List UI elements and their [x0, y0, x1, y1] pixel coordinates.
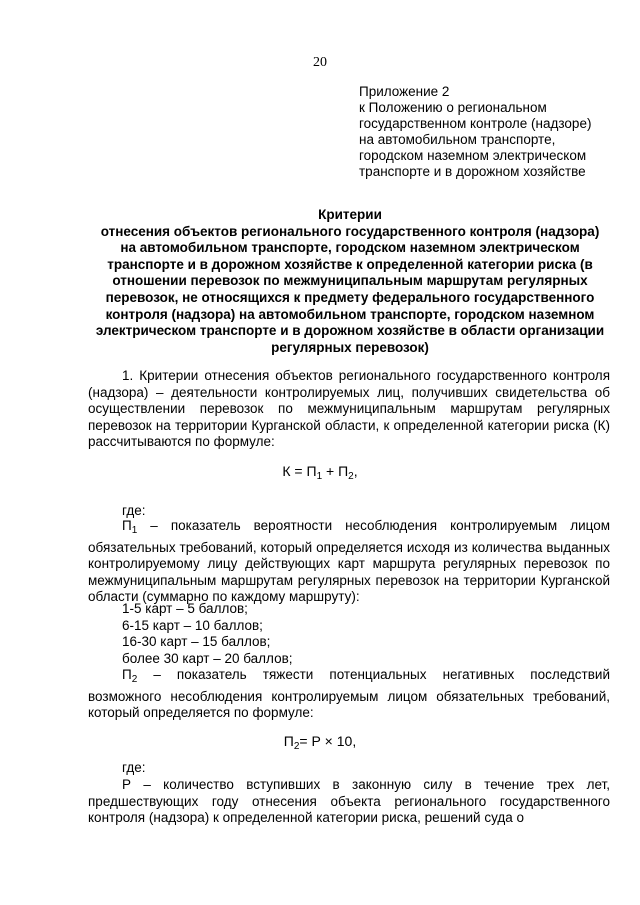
formula-subscript: 1 — [316, 471, 323, 482]
formula-part: + П — [322, 463, 349, 479]
formula-subscript: 2 — [293, 741, 300, 752]
heading-line: контроля (надзора) на автомобильном транспорте, городском наземном — [105, 306, 595, 322]
heading-line: отношении перевозок по межмуниципальным маршрутам регулярных — [112, 273, 588, 289]
p1-definition — [88, 518, 610, 606]
symbol-subscript: 1 — [131, 525, 138, 536]
formula-subscript: 2 — [348, 471, 354, 482]
heading-line: электрическом транспорте и в дорожном хозяйстве в области организации — [95, 323, 605, 339]
page-number: 20 — [313, 55, 327, 70]
heading-line: перевозок, не относящихся к предмету федерального государственного — [105, 289, 595, 305]
heading-line: Критерии — [318, 207, 382, 222]
formula-k — [0, 463, 640, 482]
heading-line: на автомобильном транспорте, городском наземном электрическом — [120, 240, 580, 256]
score-item: 16-30 карт – 15 баллов; — [122, 634, 271, 649]
definition-text: – показатель тяжести потенциальных негативных последствий возможного несоблюдения контролируемым лицом обязательных требований, который определяется по формуле: — [88, 667, 610, 721]
appendix-line: транспорте и в дорожном хозяйстве — [359, 164, 586, 179]
appendix-line: к Положению о региональном — [359, 100, 547, 115]
score-item: более 30 карт – 20 баллов; — [122, 651, 293, 666]
definition-text: – показатель вероятности несоблюдения контролируемым лицом обязательных требований, который определяется исходя из количества выданных контролируемому лицу действующих карт маршрута регулярных перевозок по межмуниципальным маршрутам регулярных перевозок на территории Курганской области (суммарно по каждому маршруту): — [88, 518, 610, 605]
symbol: П — [122, 667, 132, 682]
formula-part: = Р × 10, — [299, 733, 357, 749]
appendix-line: на автомобильном транспорте, — [359, 132, 556, 147]
r-definition: Р – количество вступивших в законную силу в течение трех лет, предшествующих году отнесения объекта регионального государственного контроля (надзора) к определенной категории риска, решений суда о — [88, 777, 610, 826]
where-label: где: — [122, 503, 146, 518]
formula-part: П — [283, 733, 294, 749]
appendix-line: городском наземном электрическом — [359, 148, 587, 163]
appendix-line: государственном контроле (надзоре) — [359, 116, 592, 131]
paragraph-1: 1. Критерии отнесения объектов регионального государственного контроля (надзора) – деятельности контролируемых лиц, получивших свидетельства об осуществлении перевозок по межмуниципальным маршрутам регулярных перевозок на территории Курганской области, к определенной категории риска (К) рассчитываются по формуле: — [88, 368, 610, 450]
appendix-line: Приложение 2 — [359, 84, 450, 99]
symbol: П — [122, 518, 132, 533]
heading-line: отнесения объектов регионального государственного контроля (надзора) — [100, 223, 600, 239]
heading-line: регулярных перевозок) — [271, 339, 429, 355]
formula-p2 — [0, 733, 640, 752]
where-label: где: — [122, 760, 146, 775]
score-item: 1-5 карт – 5 баллов; — [122, 601, 248, 616]
score-item: 6-15 карт – 10 баллов; — [122, 618, 263, 633]
p2-definition — [88, 667, 610, 722]
formula-part: К = П — [282, 463, 317, 479]
appendix-caption — [359, 84, 629, 180]
document-heading — [80, 207, 620, 356]
formula-part: , — [353, 463, 358, 479]
heading-line: транспорте и в дорожном хозяйстве к определенной категории риска (в — [107, 256, 593, 272]
symbol-subscript: 2 — [131, 674, 138, 685]
